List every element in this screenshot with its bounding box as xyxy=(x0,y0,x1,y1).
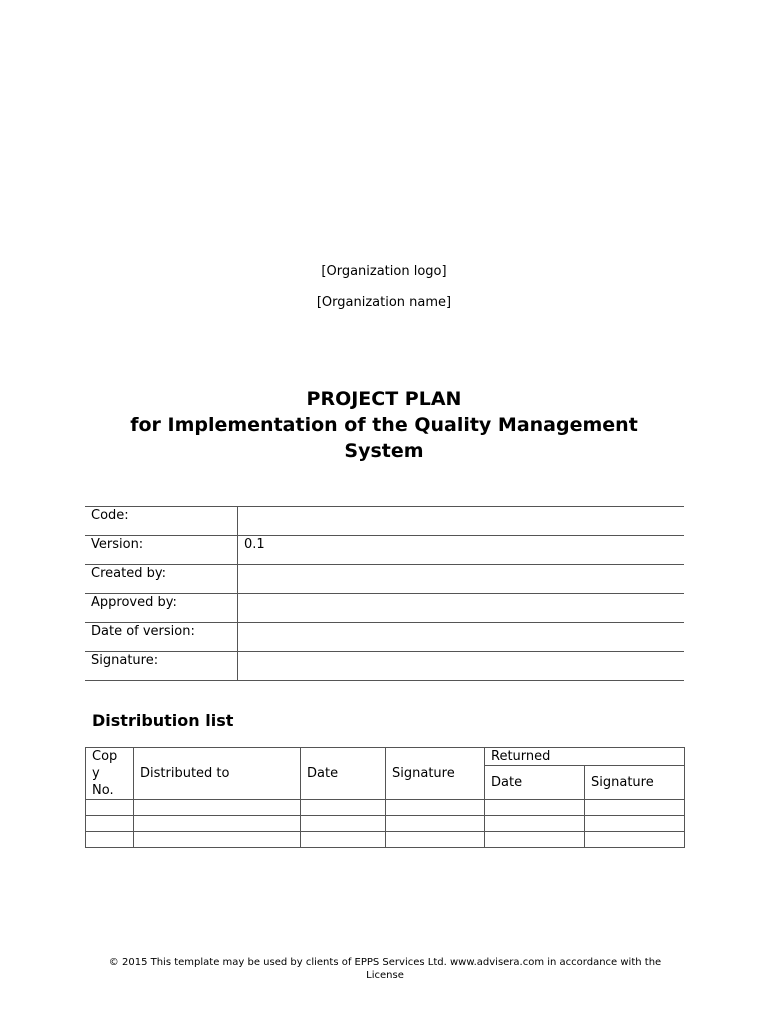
info-value xyxy=(238,565,685,594)
document-info-table xyxy=(85,506,684,681)
table-row xyxy=(85,536,684,565)
header-signature: Signature xyxy=(386,748,485,800)
header-date: Date xyxy=(301,748,386,800)
table-row xyxy=(86,800,685,816)
info-value xyxy=(238,594,685,623)
table-cell xyxy=(86,800,134,816)
table-cell xyxy=(86,816,134,832)
header-copy-no: Cop y No. xyxy=(86,748,134,800)
info-label: Version: xyxy=(85,536,238,565)
document-title xyxy=(80,386,688,464)
table-header-row xyxy=(86,748,685,766)
info-value xyxy=(238,652,685,681)
info-value: 0.1 xyxy=(238,536,685,565)
table-cell xyxy=(386,816,485,832)
header-distributed-to: Distributed to xyxy=(134,748,301,800)
info-label: Signature: xyxy=(85,652,238,681)
header-returned-date: Date xyxy=(485,766,585,800)
info-label: Created by: xyxy=(85,565,238,594)
title-line-2: for Implementation of the Quality Management xyxy=(130,414,638,436)
table-row xyxy=(85,594,684,623)
table-cell xyxy=(386,832,485,848)
table-cell xyxy=(585,816,685,832)
title-line-1: PROJECT PLAN xyxy=(306,388,462,410)
table-row xyxy=(85,652,684,681)
info-label: Date of version: xyxy=(85,623,238,652)
distribution-table xyxy=(85,747,685,848)
table-cell xyxy=(585,832,685,848)
distribution-list-heading: Distribution list xyxy=(92,711,234,730)
info-value xyxy=(238,507,685,536)
table-cell xyxy=(134,832,301,848)
table-cell xyxy=(301,800,386,816)
table-cell xyxy=(301,816,386,832)
organization-logo-placeholder: [Organization logo] xyxy=(321,264,447,279)
table-row xyxy=(85,507,684,536)
header-returned-signature: Signature xyxy=(585,766,685,800)
footer-line-1: © 2015 This template may be used by clients of EPPS Services Ltd. www.advisera.com in accordance with the xyxy=(108,957,662,968)
table-cell xyxy=(134,800,301,816)
title-line-3: System xyxy=(344,440,424,462)
table-cell xyxy=(485,832,585,848)
table-cell xyxy=(386,800,485,816)
table-cell xyxy=(301,832,386,848)
table-cell xyxy=(134,816,301,832)
info-label: Approved by: xyxy=(85,594,238,623)
table-cell xyxy=(585,800,685,816)
table-row xyxy=(86,816,685,832)
header-returned: Returned xyxy=(485,748,685,766)
table-row xyxy=(86,832,685,848)
table-row xyxy=(85,565,684,594)
footer-line-2: License xyxy=(366,970,404,981)
copyright-footer xyxy=(90,956,680,982)
info-value xyxy=(238,623,685,652)
table-cell xyxy=(485,800,585,816)
table-row xyxy=(85,623,684,652)
table-cell xyxy=(86,832,134,848)
table-cell xyxy=(485,816,585,832)
info-label: Code: xyxy=(85,507,238,536)
organization-name-placeholder: [Organization name] xyxy=(316,295,452,310)
